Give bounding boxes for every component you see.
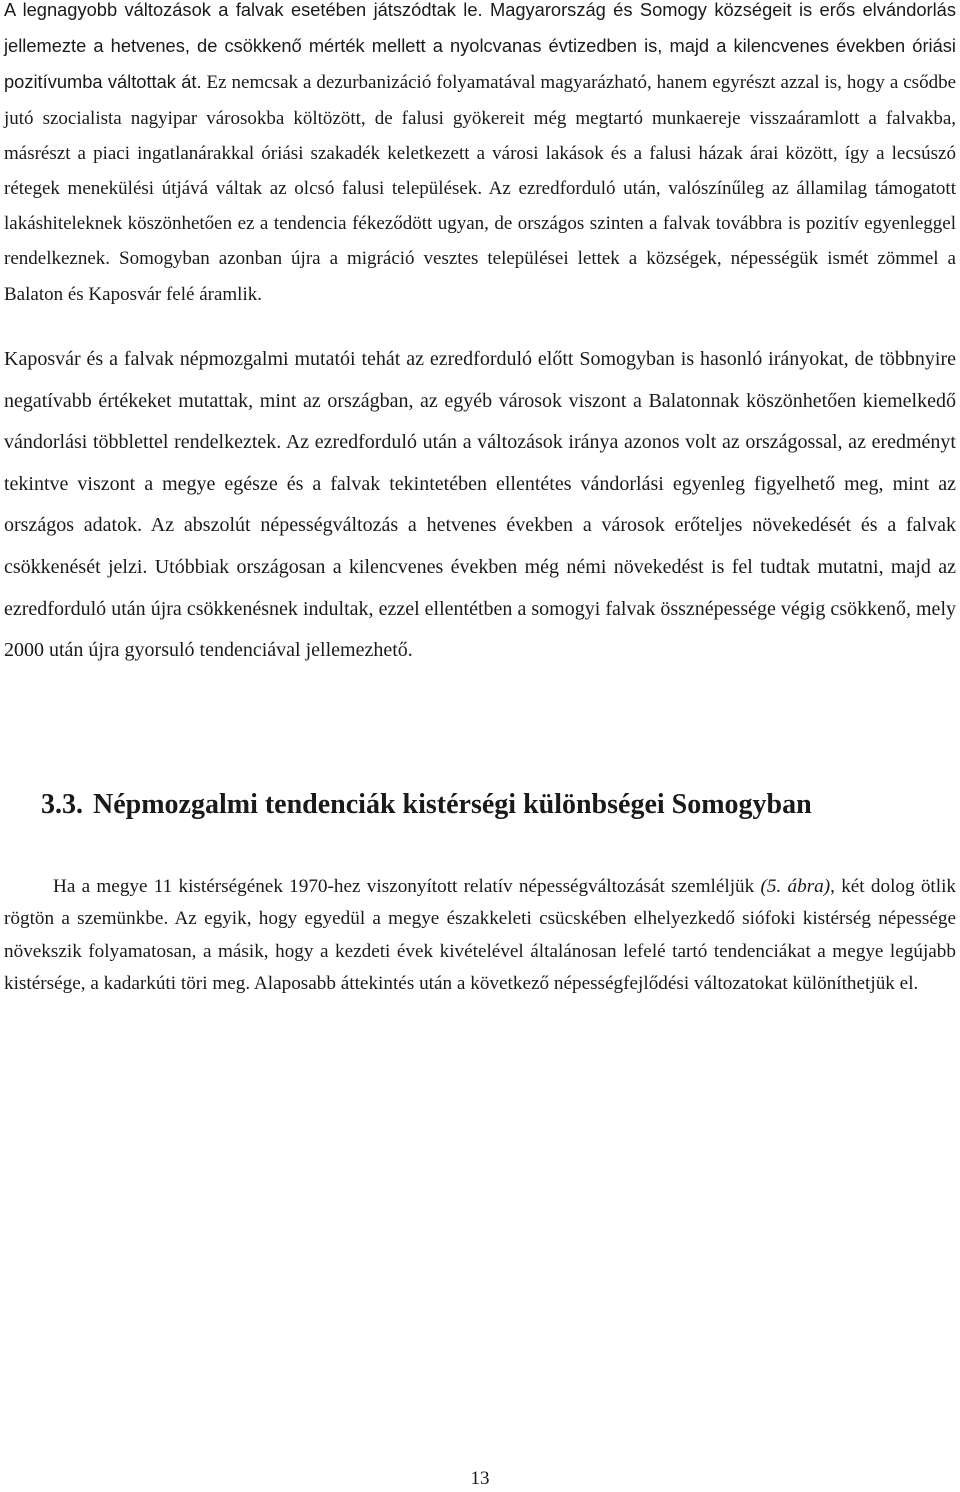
paragraph-text-after-reference: , két dolog ötlik rögtön a szemünkbe. Az egyik, hogy egyedül a megye északkeleti csücskében elhelyezkedő siófoki kistérség népessége növekszik folyamatosan, a másik, hogy a kezdeti évek kivételével általánosan lefelé tartó tendenciákat a megye legújabb kistérsége, a kadarkúti töri meg. Alaposabb áttekintés után a következő népességfejlődési változatokat különíthetjük el.	[4, 876, 957, 995]
section-number: 3.3.	[41, 789, 83, 820]
paragraph-body-text: Ez nemcsak a dezurbanizáció folyamatával magyarázható, hanem egyrészt azzal is, hogy a csődbe jutó szocialista nagyipar városokba költözött, de falusi gyökereit még megtartó munkaereje visszaáramlott a falvakba, másrészt a piaci ingatlanárakkal óriási szakadék keletkezett a városi lakások és a falusi házak árai között, így a lecsúszó rétegek menekülési útjává váltak az olcsó falusi települések. Az ezredforduló után, valószínűleg az államilag támogatott lakáshiteleknek köszönhetően ez a tendencia fékeződött ugyan, de országos szinten a falvak továbbra is pozitív egyenleggel rendelkeznek. Somogyban azonban újra a migráció vesztes települései lettek a községek, népességük ismét zömmel a Balaton és Kaposvár felé áramlik.	[4, 72, 957, 305]
paragraph-subregion-trends	[4, 871, 956, 1001]
page-number: 13	[470, 1468, 490, 1489]
paragraph-text-before-reference: Ha a megye 11 kistérségének 1970-hez viszonyított relatív népességváltozását szemléljük	[53, 876, 755, 897]
paragraph-migration-villages	[4, 0, 956, 312]
figure-reference: (5. ábra)	[760, 876, 831, 897]
section-title: Népmozgalmi tendenciák kistérségi különbségei Somogyban	[93, 789, 812, 820]
paragraph-kaposvar-comparison: Kaposvár és a falvak népmozgalmi mutatói tehát az ezredforduló előtt Somogyban is hasonló irányokat, de többnyire negatívabb értékeket mutattak, mint az országban, az egyéb városok viszont a Balatonnak köszönhetően kiemelkedő vándorlási többlettel rendelkeztek. Az ezredforduló után a változások iránya azonos volt az országossal, az eredményt tekintve viszont a megye egésze és a falvak tekintetében ellentétes vándorlási egyenleg figyelhető meg, mint az országos adatok. Az abszolút népességváltozás a hetvenes években a városok erőteljes növekedését és a falvak csökkenését jelzi. Utóbbiak országosan a kilencvenes években még némi növekedést is fel tudtak mutatni, majd az ezredforduló után újra csökkenésnek indultak, ezzel ellentétben a somogyi falvak össznépessége végig csökkenő, mely 2000 után újra gyorsuló tendenciával jellemezhető.	[4, 348, 956, 662]
paragraph-intro-text: A legnagyobb változások a falvak esetében játszódtak le. Magyarország és Somogy községeit is erős elvándorlás jellemezte a hetvenes, de csökkenő mérték mellett a nyolcvanas évtizedben is, majd a kilencvenes években óriási pozitívumba váltottak át.	[4, 0, 956, 93]
section-heading	[41, 780, 812, 830]
